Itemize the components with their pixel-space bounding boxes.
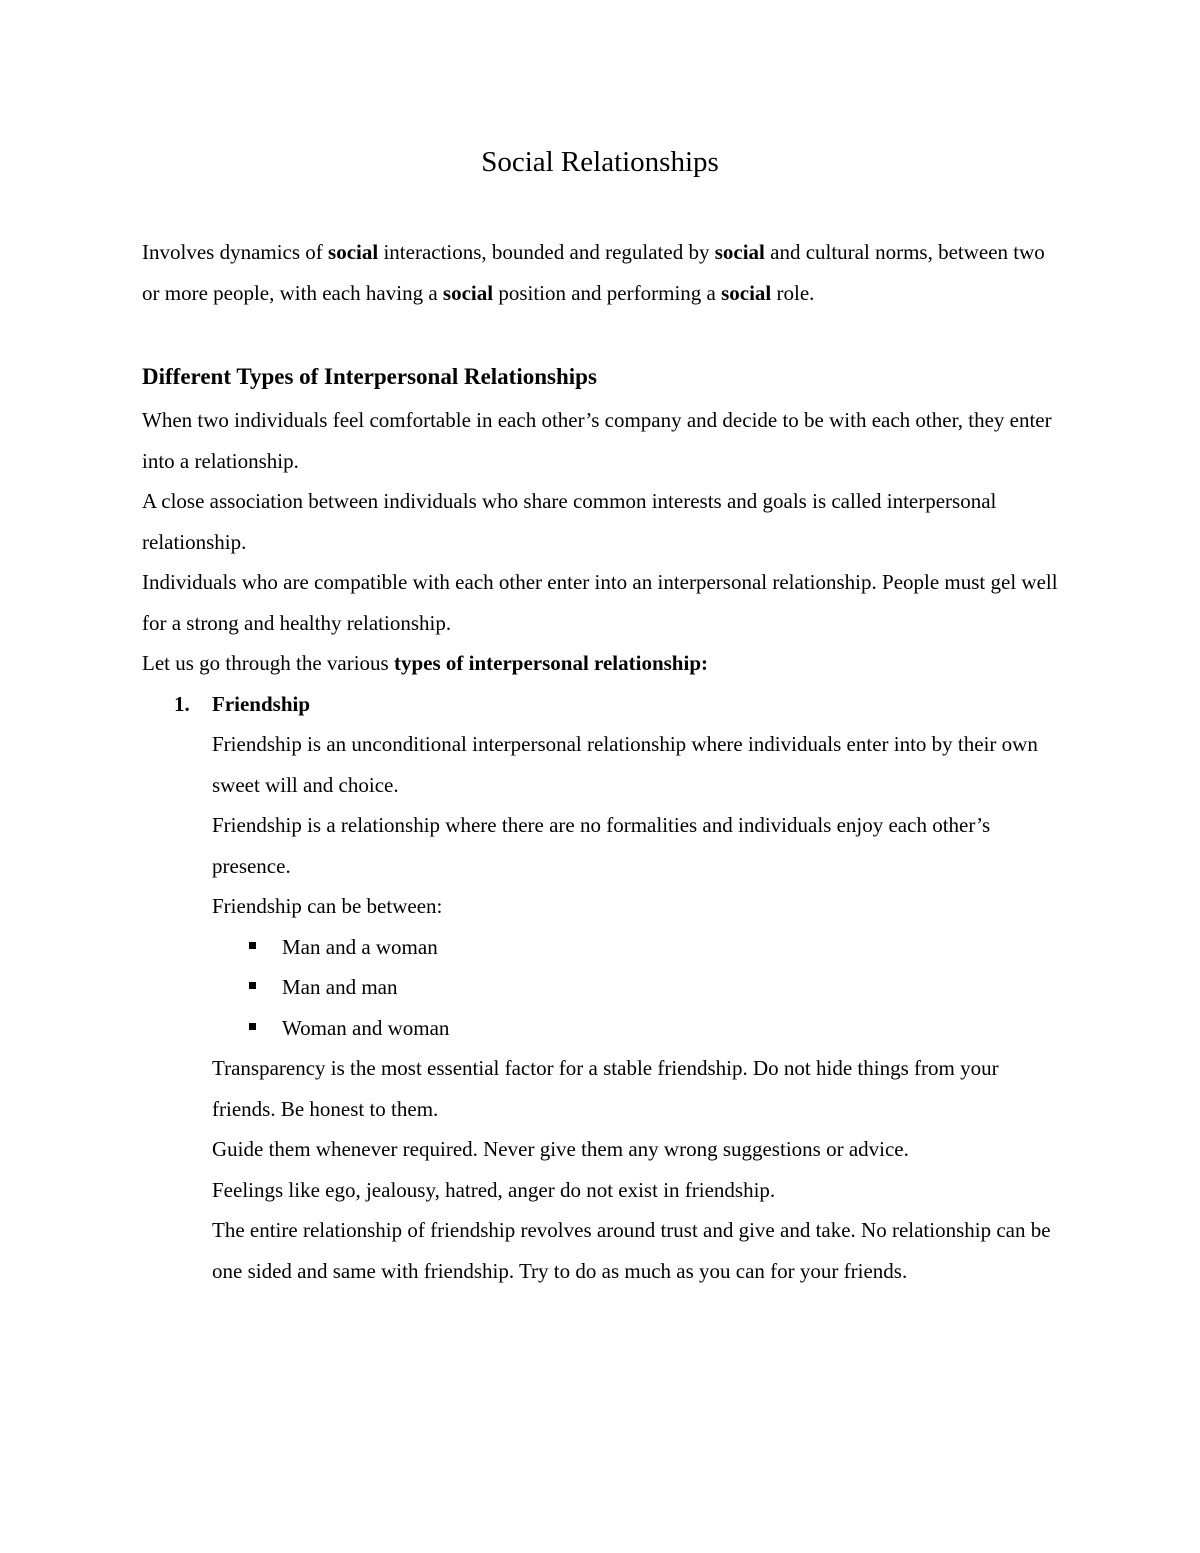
list-number: 1. <box>174 691 190 716</box>
friendship-paragraph: Friendship can be between: <box>212 894 443 918</box>
lead-in-text: Let us go through the various <box>142 651 394 675</box>
square-bullet-icon <box>249 1023 256 1030</box>
body-paragraph: A close association between individuals who share common interests and goals is called interpersonal relationship. <box>142 489 997 554</box>
bullet-text: Man and man <box>282 975 398 999</box>
section-body <box>142 400 1062 1291</box>
intro-bold-term: social <box>328 240 379 264</box>
page-title: Social Relationships <box>481 146 719 178</box>
body-paragraph: Individuals who are compatible with each other enter into an interpersonal relationship. People must gel well for a strong and healthy relationship. <box>142 570 1058 635</box>
lead-in-bold: types of interpersonal relationship: <box>393 651 708 675</box>
intro-bold-term: social <box>721 280 772 305</box>
friendship-paragraph: Friendship is a relationship where there are no formalities and individuals enjoy each other’s presence. <box>212 813 991 878</box>
list-item-friendship <box>142 684 1062 725</box>
intro-bold-term: social <box>714 240 765 264</box>
body-paragraph: When two individuals feel comfortable in each other’s company and decide to be with each other, they enter into a relationship. <box>142 408 1052 473</box>
intro-text: position and performing a <box>493 280 722 305</box>
square-bullet-icon <box>249 942 256 949</box>
friendship-paragraph: Transparency is the most essential factor for a stable friendship. Do not hide things from your friends. Be honest to them. <box>212 1056 999 1121</box>
bullet-item <box>142 967 1062 1008</box>
friendship-paragraph: The entire relationship of friendship revolves around trust and give and take. No relationship can be one sided and same with friendship. Try to do as much as you can for your friends. <box>212 1218 1051 1283</box>
intro-paragraph <box>142 232 1062 313</box>
friendship-paragraph: Feelings like ego, jealousy, hatred, anger do not exist in friendship. <box>212 1177 776 1202</box>
square-bullet-icon <box>249 982 256 989</box>
intro-text: Involves dynamics of <box>142 240 329 264</box>
bullet-item <box>142 927 1062 968</box>
intro-text: role. <box>771 280 815 305</box>
section-heading: Different Types of Interpersonal Relationships <box>142 364 597 389</box>
intro-text: interactions, bounded and regulated by <box>378 240 715 264</box>
friendship-paragraph: Friendship is an unconditional interpersonal relationship where individuals enter into by their own sweet will and choice. <box>212 732 1038 797</box>
bullet-text: Woman and woman <box>282 1015 450 1040</box>
bullet-text: Man and a woman <box>282 934 438 959</box>
intro-bold-term: social <box>442 280 494 305</box>
intro-text: and cultural norms, between two or more people, with each having a <box>142 240 1045 305</box>
friendship-paragraph: Guide them whenever required. Never give them any wrong suggestions or advice. <box>212 1137 909 1161</box>
lead-in-paragraph <box>142 643 1062 684</box>
list-item-title: Friendship <box>212 691 311 716</box>
bullet-item <box>142 1008 1062 1049</box>
